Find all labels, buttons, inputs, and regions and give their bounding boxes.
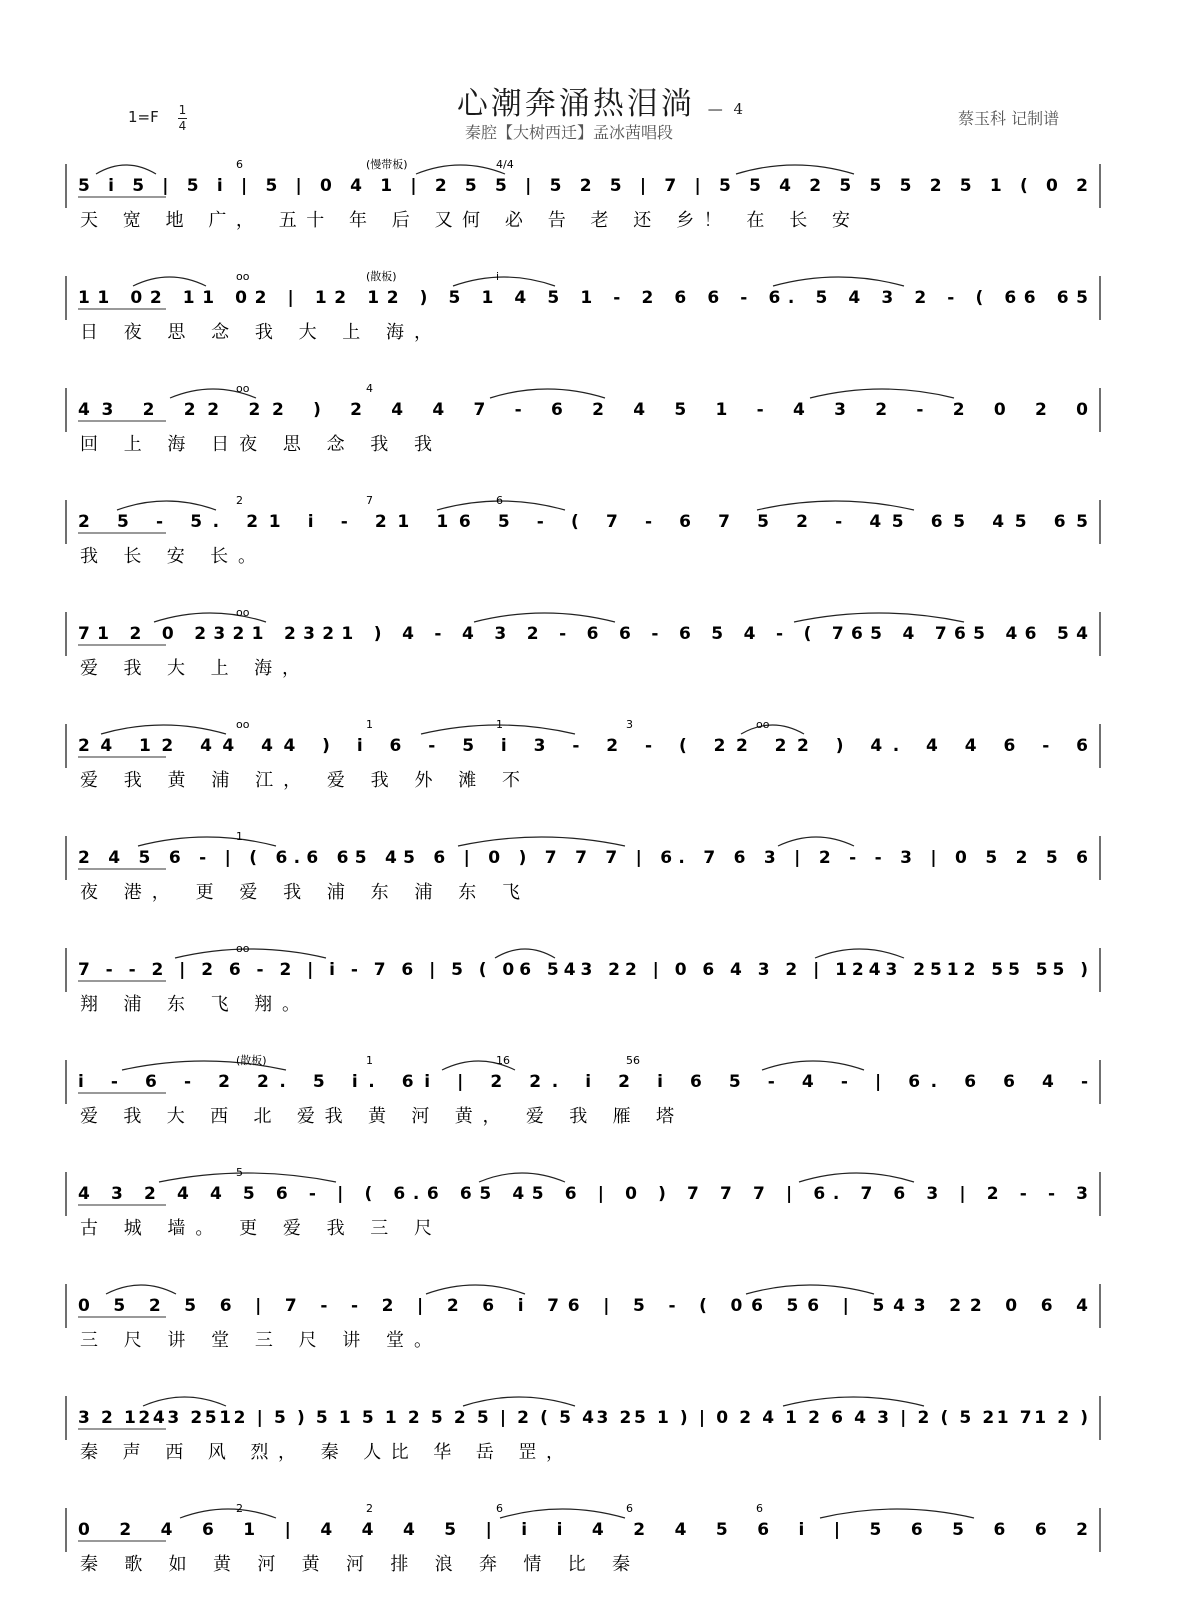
marking: 4/4 bbox=[496, 158, 514, 171]
marking: (慢带板) bbox=[366, 158, 408, 171]
marking: oo bbox=[236, 382, 250, 395]
key-signature: 1=F bbox=[128, 108, 159, 126]
lyrics-line: 天 宽 地 广， 五十 年 后 又何 必 告 老 还 乡！ 在 长 安 bbox=[80, 210, 850, 231]
lyrics-line: 日 夜 思 念 我 大 上 海， bbox=[80, 322, 432, 343]
slur-arc bbox=[106, 1285, 176, 1294]
score-author: 蔡玉科 记制谱 bbox=[958, 109, 1060, 128]
marking: 7 bbox=[366, 494, 373, 507]
notes-line: 71 2 0 2321 2321 ) 4 - 4 3 2 - 6 6 - 6 5 4 - ( 765 4 765 46 54 bbox=[78, 624, 1089, 644]
meter-top: 1 bbox=[178, 103, 187, 117]
marking: 5 bbox=[236, 1166, 243, 1179]
lyrics-line: 三 尺 讲 堂 三 尺 讲 堂。 bbox=[80, 1330, 432, 1351]
marking: oo bbox=[236, 270, 250, 283]
title-suffix: — 4 bbox=[707, 100, 747, 118]
notes-line: 2 4 5 6 - | ( 6.6 65 45 6 | 0 ) 7 7 7 | 6. 7 6 3 | 2 - - 3 | 0 5 2 5 6 bbox=[78, 848, 1088, 868]
marking: 2 bbox=[366, 1502, 373, 1515]
slur-arc bbox=[500, 1509, 625, 1518]
slur-arc bbox=[799, 1173, 914, 1182]
slur-arc bbox=[133, 277, 206, 286]
slur-arc bbox=[138, 837, 276, 846]
marking: 1 bbox=[366, 1054, 373, 1067]
slur-arc bbox=[479, 1173, 565, 1182]
slur-arc bbox=[143, 1397, 226, 1406]
slur-arc bbox=[757, 501, 914, 510]
slur-arc bbox=[101, 725, 226, 734]
marking: 6 bbox=[756, 1502, 763, 1515]
marking: 2 bbox=[236, 494, 243, 507]
slur-arc bbox=[180, 1509, 276, 1518]
lyrics-line: 翔 浦 东 飞 翔。 bbox=[80, 994, 300, 1015]
slur-arc bbox=[426, 1285, 525, 1294]
marking: oo bbox=[756, 718, 770, 731]
slur-arc bbox=[117, 501, 216, 510]
notes-line: 11 02 11 02 | 12 12 ) 5 1 4 5 1 - 2 6 6 - 6. 5 4 3 2 - ( 66 65 bbox=[78, 288, 1089, 308]
lyrics-line: 爱 我 黄 浦 江， 爱 我 外 滩 不 bbox=[80, 770, 520, 791]
slur-arc bbox=[794, 613, 964, 622]
score-title: 心潮奔涌热泪淌 — 4 bbox=[456, 86, 747, 122]
slur-arc bbox=[810, 389, 954, 398]
meter-bottom: 4 bbox=[178, 119, 187, 133]
lyrics-line: 秦 歌 如 黄 河 黄 河 排 浪 奔 情 比 秦 bbox=[80, 1554, 631, 1575]
marking: 1 bbox=[366, 718, 373, 731]
slur-arc bbox=[746, 1285, 874, 1294]
slur-arc bbox=[495, 949, 555, 958]
notes-line: 0 5 2 5 6 | 7 - - 2 | 2 6 i 76 | 5 - ( 06 56 | 543 22 0 6 4 bbox=[78, 1296, 1088, 1316]
marking: 3 bbox=[626, 718, 633, 731]
marking: 1 bbox=[236, 830, 243, 843]
notes-line: 3 2 1243 2512 | 5 ) 5 1 5 1 2 5 2 5 | 2 ( 5 43 25 1 ) | 0 2 4 1 2 6 4 3 | 2 ( 5 21 71 2 ) bbox=[78, 1408, 1089, 1428]
slur-arc bbox=[474, 613, 615, 622]
slur-arc bbox=[820, 1509, 974, 1518]
lyrics-line: 回 上 海 日夜 思 念 我 我 bbox=[80, 434, 432, 455]
slur-arc bbox=[490, 389, 605, 398]
marking: 6 bbox=[496, 1502, 503, 1515]
slur-arc bbox=[453, 277, 555, 286]
lyrics-line: 夜 港， 更 爱 我 浦 东 浦 东 飞 bbox=[80, 882, 520, 903]
notes-line: 7 - - 2 | 2 6 - 2 | i - 7 6 | 5 ( 06 543 22 | 0 6 4 3 2 | 1243 2512 55 55 ) bbox=[78, 960, 1088, 980]
marking: 56 bbox=[626, 1054, 640, 1067]
lyrics-line: 爱 我 大 西 北 爱我 黄 河 黄， 爱 我 雁 塔 bbox=[80, 1106, 675, 1127]
marking: (散板) bbox=[366, 270, 397, 283]
marking: 6 bbox=[236, 158, 243, 171]
slur-arc bbox=[159, 1173, 336, 1182]
slur-arc bbox=[416, 165, 505, 174]
slur-arc bbox=[175, 949, 326, 958]
notes-line: i - 6 - 2 2. 5 i. 6i | 2 2. i 2 i 6 5 - 4 - | 6. 6 6 4 - bbox=[78, 1072, 1089, 1092]
marking: (散板) bbox=[236, 1054, 267, 1067]
lyrics-line: 爱 我 大 上 海， bbox=[80, 658, 300, 679]
slur-arc bbox=[773, 277, 904, 286]
marking: oo bbox=[236, 606, 250, 619]
notes-line: 4 3 2 4 4 5 6 - | ( 6.6 65 45 6 | 0 ) 7 7 7 | 6. 7 6 3 | 2 - - 3 bbox=[78, 1184, 1089, 1204]
notes-line: 0 2 4 6 1 | 4 4 4 5 | i i 4 2 4 5 6 i | 5 6 5 6 6 2 bbox=[78, 1520, 1088, 1540]
lyrics-line: 我 长 安 长。 bbox=[80, 546, 256, 567]
notes-line: 43 2 22 22 ) 2 4 4 7 - 6 2 4 5 1 - 4 3 2 - 2 0 2 0 bbox=[78, 400, 1088, 420]
lyrics-line: 秦 声 西 风 烈， 秦 人比 华 岳 罡， bbox=[80, 1442, 564, 1463]
marking: oo bbox=[236, 718, 250, 731]
marking: 2 bbox=[236, 1502, 243, 1515]
notes-line: 2 5 - 5. 21 i - 21 16 5 - ( 7 - 6 7 5 2 - 45 65 45 65 bbox=[78, 512, 1089, 532]
slur-arc bbox=[783, 1397, 924, 1406]
lyrics-line: 古 城 墙。 更 爱 我 三 尺 bbox=[80, 1218, 432, 1239]
score-subtitle: 秦腔【大树西迁】孟冰茜唱段 bbox=[465, 123, 674, 142]
slur-arc bbox=[96, 165, 156, 174]
notes-line: 5 i 5 | 5 i | 5 | 0 4 1 | 2 5 5 | 5 2 5 | 7 | 5 5 4 2 5 5 5 2 5 1 ( 0 2 bbox=[78, 176, 1089, 196]
notes-line: 24 12 44 44 ) i 6 - 5 i 3 - 2 - ( 22 22 ) 4. 4 4 6 - 6 bbox=[78, 736, 1089, 756]
slur-arc bbox=[736, 165, 854, 174]
marking: 6 bbox=[626, 1502, 633, 1515]
marking: oo bbox=[236, 942, 250, 955]
marking: i bbox=[496, 270, 500, 283]
marking: 1 bbox=[496, 718, 503, 731]
slur-arc bbox=[815, 949, 904, 958]
marking: 6 bbox=[496, 494, 503, 507]
marking: 4 bbox=[366, 382, 373, 395]
marking: 16 bbox=[496, 1054, 510, 1067]
slur-arc bbox=[463, 1397, 575, 1406]
slur-arc bbox=[458, 837, 625, 846]
slur-arc bbox=[741, 725, 804, 734]
slur-arc bbox=[762, 1061, 864, 1070]
slur-arc bbox=[778, 837, 854, 846]
